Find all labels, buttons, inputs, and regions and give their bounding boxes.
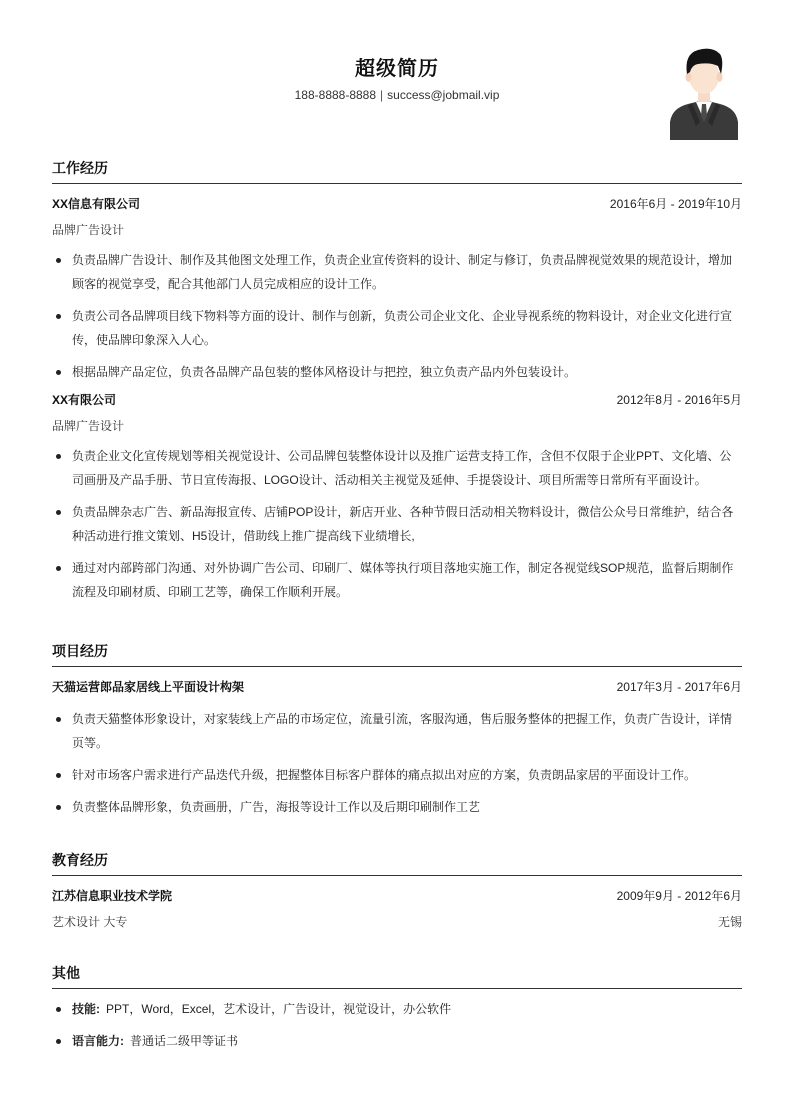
date-range: 2012年8月 - 2016年5月 (616, 393, 742, 407)
list-item: 负责公司各品牌项目线下物料等方面的设计、制作与创新，负责公司企业文化、企业导视系统的物料设计，对企业文化进行宣传，使品牌印象深入人心。 (52, 304, 742, 352)
other-section (52, 962, 742, 1053)
company-name: XX有限公司 (52, 393, 117, 407)
degree-row (52, 912, 742, 932)
major-degree: 艺术设计 大专 (52, 915, 128, 929)
skills-value: PPT，Word，Excel，艺术设计，广告设计，视觉设计，办公软件 (106, 1002, 452, 1016)
work-entry-header (52, 390, 742, 410)
email-address: success@jobmail.vip (387, 88, 500, 102)
project-entry-header (52, 677, 742, 697)
work-section-title: 工作经历 (52, 160, 108, 176)
list-item: 负责企业文化宣传规划等相关视觉设计、公司品牌包装整体设计以及推广运营支持工作，含但不仅限于企业PPT、文化墙、公司画册及产品手册、节日宣传海报、LOGO设计、活动相关主视觉及延伸、手提袋设计、项目所需等日常所有平面设计。 (52, 444, 742, 492)
work-bullets (52, 248, 742, 384)
candidate-name: 超级简历 (355, 58, 439, 80)
education-entry-header (52, 886, 742, 906)
school-name: 江苏信息职业技术学院 (52, 889, 173, 903)
projects-section-title: 项目经历 (52, 643, 108, 659)
list-item: 针对市场客户需求进行产品迭代升级，把握整体目标客户群体的痛点拟出对应的方案，负责朗品家居的平面设计工作。 (52, 763, 742, 787)
date-range: 2016年6月 - 2019年10月 (609, 197, 742, 211)
education-section-title: 教育经历 (52, 852, 108, 868)
date-range: 2009年9月 - 2012年6月 (616, 889, 742, 903)
other-bullets (52, 997, 742, 1053)
section-divider (52, 666, 742, 667)
education-section (52, 849, 742, 932)
work-bullets (52, 444, 742, 604)
skills-label: 技能: (72, 1002, 100, 1016)
section-divider (52, 875, 742, 876)
contact-separator: | (380, 88, 384, 102)
section-divider (52, 988, 742, 989)
work-entry-header (52, 194, 742, 214)
other-section-title: 其他 (52, 965, 80, 981)
list-item (52, 1029, 742, 1053)
project-bullets (52, 707, 742, 819)
resume-header (0, 0, 794, 150)
list-item: 负责品牌杂志广告、新品海报宣传、店铺POP设计，新店开业、各种节假日活动相关物料设计，微信公众号日常维护，结合各种活动进行推文策划、H5设计，借助线上推广提高线下业绩增长, (52, 500, 742, 548)
list-item: 根据品牌产品定位，负责各品牌产品包装的整体风格设计与把控，独立负责产品内外包装设计。 (52, 360, 742, 384)
job-title: 品牌广告设计 (52, 223, 125, 237)
project-name: 天猫运营郎品家居线上平面设计构架 (52, 680, 245, 694)
language-value: 普通话二级甲等证书 (130, 1034, 239, 1048)
language-label: 语言能力: (72, 1034, 124, 1048)
phone-number: 188-8888-8888 (294, 88, 377, 102)
work-section (52, 157, 742, 604)
date-range: 2017年3月 - 2017年6月 (616, 680, 742, 694)
avatar-icon (668, 44, 740, 140)
list-item: 通过对内部跨部门沟通、对外协调广告公司、印刷厂、媒体等执行项目落地实施工作，制定各视觉线SOP规范，监督后期制作流程及印刷材质、印刷工艺等，确保工作顺利开展。 (52, 556, 742, 604)
list-item: 负责整体品牌形象，负责画册，广告，海报等设计工作以及后期印刷制作工艺 (52, 795, 742, 819)
projects-section (52, 640, 742, 819)
section-divider (52, 183, 742, 184)
job-title: 品牌广告设计 (52, 419, 125, 433)
company-name: XX信息有限公司 (52, 197, 141, 211)
school-location: 无锡 (717, 915, 742, 929)
list-item (52, 997, 742, 1021)
list-item: 负责品牌广告设计、制作及其他图文处理工作，负责企业宣传资料的设计、制定与修订，负责品牌视觉效果的规范设计，增加顾客的视觉享受，配合其他部门人员完成相应的设计工作。 (52, 248, 742, 296)
list-item: 负责天猫整体形象设计，对家装线上产品的市场定位，流量引流，客服沟通，售后服务整体的把握工作，负责广告设计，详情页等。 (52, 707, 742, 755)
